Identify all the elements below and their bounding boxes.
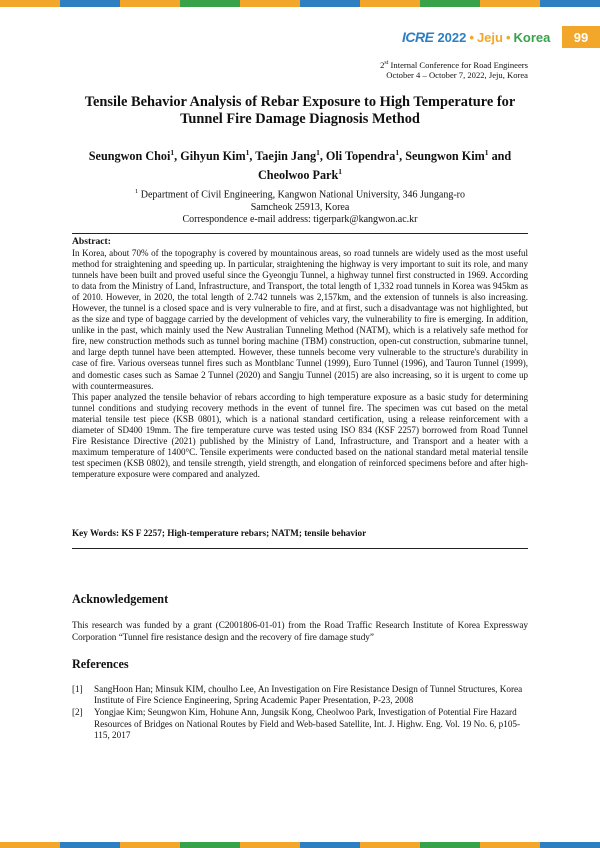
affiliation: $^1$ Department of Civil Engineering, Kangwon National University, 346 Jungang-ro Samcheok 25913, Korea Correspondence e-mail address: tigerpark@kangwon.ac.kr — [40, 186, 560, 226]
top-color-bar — [0, 0, 600, 7]
author: Gihyun Kim — [180, 149, 246, 164]
logo-year: 2022 — [437, 29, 467, 45]
abstract-body — [72, 248, 528, 480]
logo-dot: • — [469, 29, 474, 45]
page-number: 99 — [562, 26, 600, 48]
author-list: Seungwon Choi$^1$, Gihyun Kim$^1$, Taejin Jang$^1$, Oli Topendra$^1$, Seungwon Kim$^1$ and Cheolwoo Park$^1$ — [88, 148, 512, 183]
correspondence-email: Correspondence e-mail address: tigerpark@kangwon.ac.kr — [182, 213, 418, 225]
logo-dot: • — [505, 29, 511, 45]
logo-city: Jeju — [476, 29, 503, 45]
author: Taejin Jang — [255, 149, 317, 164]
reference-item: [2] Yongjae Kim; Seungwon Kim, Hohune Ann, Jungsik Kong, Cheolwoo Park, Investigation of Potential Fire Hazard Resources of Bridges on National Routes by Field and Web-based Satellite, Int. J. Highw. Eng. Vol. 19 No. 6, p105-115, 2017 — [72, 707, 521, 740]
reference-item: [1] SangHoon Han; Minsuk KIM, choulho Lee, An Investigation on Fire Resistance Design of Tunnel Structures, Korea Institute of Fire Science Engineering, Spring Academic Paper Presentation, P-23, 2008 — [72, 684, 523, 706]
author: Cheolwoo Park — [258, 168, 339, 183]
divider — [72, 233, 528, 234]
keywords: Key Words: KS F 2257; High-temperature rebars; NATM; tensile behavior — [72, 528, 367, 538]
logo-country: Korea — [513, 29, 551, 45]
conference-info: 2st Internal Conference for Road Engineers October 4 – October 7, 2022, Jeju, Korea — [380, 59, 528, 81]
conference-logo — [402, 29, 550, 45]
paper-title: Tensile Behavior Analysis of Rebar Exposure to High Temperature for Tunnel Fire Damage Diagnosis Method — [84, 94, 516, 127]
abstract-heading: Abstract: — [72, 236, 111, 247]
acknowledgement-text: This research was funded by a grant (C2001806-01-01) from the Road Traffic Research Institute of Korea Expressway Corporation “Tunnel fire resistance design and the recovery of fire damage study” — [72, 620, 528, 642]
divider — [72, 548, 528, 549]
author: Seungwon Kim — [405, 149, 485, 164]
reference-list — [72, 684, 528, 742]
logo-mark: ICRE — [402, 29, 434, 45]
bottom-color-bar — [0, 842, 600, 848]
author: Oli Topendra — [325, 149, 396, 164]
acknowledgement-heading: Acknowledgement — [72, 592, 169, 606]
references-heading: References — [72, 657, 129, 671]
author: Seungwon Choi — [88, 149, 171, 164]
abstract-paragraph: This paper analyzed the tensile behavior of rebars according to high temperature exposure as a basic study for determining tunnel conditions and studying recovery methods in the event of tunnel fire. The specimen was cut based on the metal material tensile test piece (KSB 0801), which is a national standard certification, using a release reinforcement with a diameter of SD400 19mm. The fire temperature curve was tested using ISO 834 (KSF 2257) borrowed from Road Tunnel Fire Resistance Directive (2021) published by the Ministry of Land, Infrastructure, and Transport and a heater with a maximum temperature of 1400°C. Tensile experiments were conducted based on the national standard metal material tensile test specimen (KSB 0802), and tensile strength, yield strength, and elongation of reinforced specimens before and after high-temperature exposure were compared and analyzed. — [72, 391, 528, 479]
abstract-paragraph: In Korea, about 70% of the topography is covered by mountainous areas, so road tunnels are widely used as the most useful method for straightening and speeding up. In particular, straightening the highway is very important to suit its role, and many tunnels have been built and proved useful since the Gyeongju Tunnel, a highway tunnel first constructed in 1969. According to data from the Ministry of Land, Infrastructure, and Transport, the total length of 1,332 road tunnels in Korea was 945km as of 2010. However, in 2020, the total length of 2.742 tunnels was 2,157km, and the extension of tunnels is also increasing. However, the tunnel is a closed space and is very vulnerable to fire, and at first, such a disadvantage was not highlighted, but as the size and type of baggage carried by the development of vehicles vary, the vulnerability to fire is emerging. In addition, unlike in the past, which mainly used the New Australian Tunneling Method (NATM), which is a relatively safe method for fire, new construction methods such as tunnel boring machine (TBM) construction, open-cut construction, submarine tunnel, and large depth tunnel have been attempted. However, these tunnels become very vulnerable to the structure's durability in case of fire. Various overseas tunnel fires such as Montblanc Tunnel (1999), Euro Tunnel (1996), and Tauron Tunnel (1999), and domestic cases such as Samae 2 Tunnel (2020) and Sangju Tunnel (2015) are also increasing, so it is urgent to come up with countermeasures. — [72, 248, 528, 391]
